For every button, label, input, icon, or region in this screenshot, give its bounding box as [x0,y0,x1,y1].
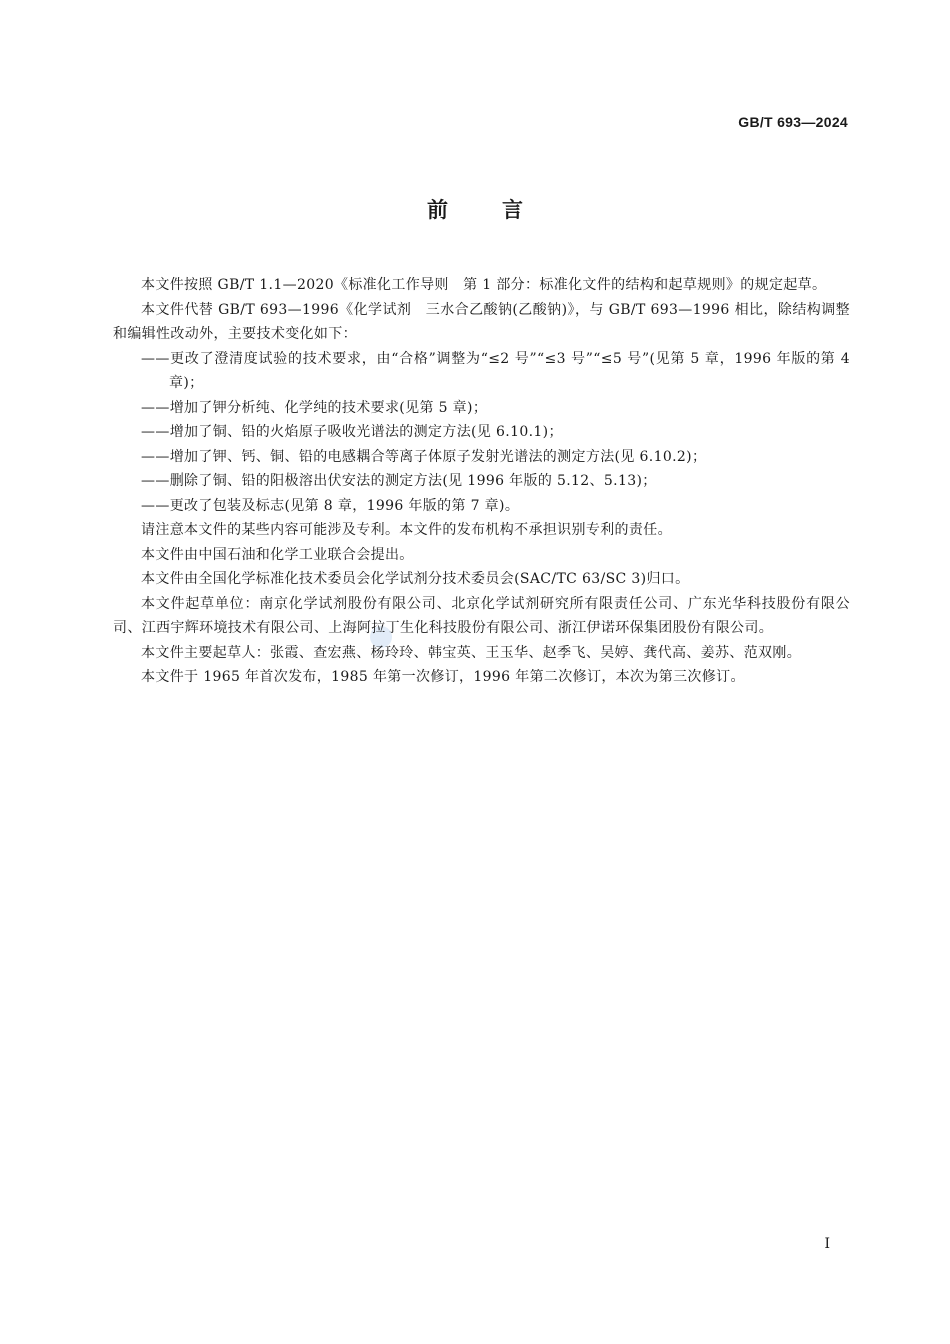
paragraph-proposer: 本文件由中国石油和化学工业联合会提出。 [141,546,414,563]
change-item-text: ——增加了铜、铅的火焰原子吸收光谱法的测定方法(见 6.10.1)； [141,424,563,440]
change-item-text: ——更改了包装及标志(见第 8 章，1996 年版的第 7 章)。 [141,497,520,514]
paragraph-committee: 本文件由全国化学标准化技术委员会化学试剂分技术委员会(SAC/TC 63/SC 3)归口。 [141,571,690,587]
page-number: I [824,1236,830,1252]
change-item [113,469,850,494]
change-item-text: ——更改了澄清度试验的技术要求，由“合格”调整为“≤2 号”“≤3 号”“≤5 号”(见第 5 章，1996 年版的第 4 章)； [141,350,850,391]
paragraph-patent-notice: 请注意本文件的某些内容可能涉及专利。本文件的发布机构不承担识别专利的责任。 [141,522,672,538]
paragraph-history: 本文件于 1965 年首次发布，1985 年第一次修订，1996 年第二次修订，本次为第三次修订。 [141,669,745,685]
change-item-text: ——增加了钾分析纯、化学纯的技术要求(见第 5 章)； [141,399,488,416]
body-text [113,273,850,690]
change-item-text: ——增加了钾、钙、铜、铅的电感耦合等离子体原子发射光谱法的测定方法(见 6.10.2)； [141,448,707,465]
document-number: GB/T 693—2024 [738,114,848,130]
paragraph-drafting-rules: 本文件按照 GB/T 1.1—2020《标准化工作导则 第 1 部分：标准化文件的结构和起草规则》的规定起草。 [141,277,827,293]
paragraph-drafters: 本文件主要起草人：张霞、查宏燕、杨玲玲、韩宝英、王玉华、赵季飞、吴婷、龚代高、姜苏、范双刚。 [141,644,802,661]
change-item [113,347,850,396]
change-item [113,445,850,470]
paragraph-replacement: 本文件代替 GB/T 693—1996《化学试剂 三水合乙酸钠(乙酸钠)》，与 GB/T 693—1996 相比，除结构调整和编辑性改动外，主要技术变化如下： [113,301,850,342]
paragraph-drafting-units: 本文件起草单位：南京化学试剂股份有限公司、北京化学试剂研究所有限责任公司、广东光华科技股份有限公司、江西宇辉环境技术有限公司、上海阿拉丁生化科技股份有限公司、浙江伊诺环保集团股份有限公司。 [113,595,850,636]
change-item-text: ——删除了铜、铅的阳极溶出伏安法的测定方法(见 1996 年版的 5.12、5.13)； [141,473,657,489]
change-item [113,420,850,445]
change-item [113,494,850,519]
change-item [113,396,850,421]
page-title: 前言 [427,198,577,222]
